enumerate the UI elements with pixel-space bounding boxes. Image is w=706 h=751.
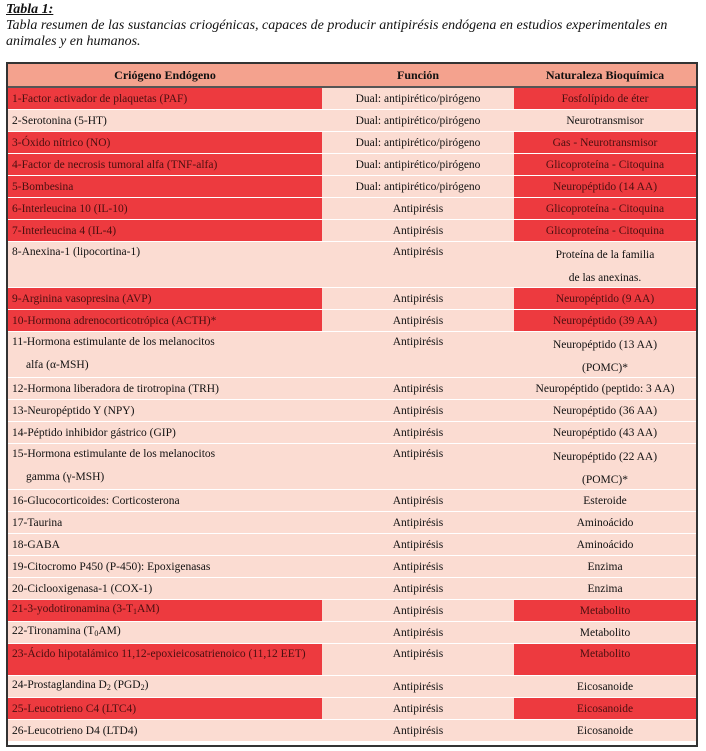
cell-criogeno — [8, 622, 322, 644]
cell-naturaleza — [514, 644, 696, 676]
cell-naturaleza — [514, 720, 696, 742]
cell-funcion: Antipirésis — [322, 720, 514, 742]
cell-criogeno — [8, 698, 322, 720]
cell-naturaleza — [514, 132, 696, 154]
cell-text: Aminoácido — [576, 516, 634, 529]
cell-funcion: Antipirésis — [322, 698, 514, 720]
table-row — [8, 490, 696, 512]
cell-text: 15-Hormona estimulante de los melanocitos — [12, 448, 216, 460]
cell-text: 6-Interleucina 10 (IL-10) — [12, 202, 128, 215]
cell-naturaleza — [514, 87, 696, 110]
cell-text: 26-Leucotrieno D4 (LTD4) — [12, 724, 138, 737]
subscript: 2 — [106, 683, 111, 692]
cell-text: Neuropéptido (22 AA) — [552, 450, 658, 463]
cell-naturaleza — [514, 698, 696, 720]
cell-criogeno — [8, 154, 322, 176]
cell-text: Metabolito — [579, 626, 631, 639]
cell-funcion: Antipirésis — [322, 220, 514, 242]
table-row — [8, 332, 696, 378]
cell-text: Proteína de la familia — [555, 248, 655, 261]
cell-funcion: Dual: antipirético/pirógeno — [322, 176, 514, 198]
cell-text: AM) — [137, 603, 160, 615]
table-row — [8, 644, 696, 676]
cell-text: AM) — [98, 625, 121, 637]
cell-funcion: Antipirésis — [322, 622, 514, 644]
cell-funcion: Antipirésis — [322, 332, 514, 378]
cell-text: 4-Factor de necrosis tumoral alfa (TNF-alfa) — [12, 158, 218, 171]
cell-text: Neuropéptido (9 AA) — [555, 292, 655, 305]
cell-funcion: Antipirésis — [322, 378, 514, 400]
cell-criogeno — [8, 110, 322, 132]
cell-text: 1-Factor activador de plaquetas (PAF) — [12, 92, 188, 105]
cell-text: Enzima — [587, 582, 623, 595]
cell-naturaleza — [514, 444, 696, 490]
cell-funcion: Antipirésis — [322, 578, 514, 600]
cell-text: Neuropéptido (13 AA) — [552, 338, 658, 351]
table-row — [8, 600, 696, 622]
cell-naturaleza — [514, 242, 696, 288]
table-row — [8, 676, 696, 698]
cell-funcion: Antipirésis — [322, 444, 514, 490]
cell-text: 21-3-yodotironamina (3-T — [12, 603, 134, 615]
cell-text: 20-Ciclooxigenasa-1 (COX-1) — [12, 582, 153, 595]
cell-criogeno — [8, 578, 322, 600]
cell-funcion: Antipirésis — [322, 288, 514, 310]
cell-text: 7-Interleucina 4 (IL-4) — [12, 224, 117, 237]
cell-criogeno — [8, 220, 322, 242]
cell-funcion: Antipirésis — [322, 512, 514, 534]
cell-text: 22-Tironamina (T — [12, 625, 95, 637]
cell-text: Enzima — [587, 560, 623, 573]
table-row — [8, 132, 696, 154]
cell-text: 8-Anexina-1 (lipocortina-1) — [12, 246, 141, 258]
cell-naturaleza — [514, 676, 696, 698]
cell-naturaleza — [514, 220, 696, 242]
cell-text: Glicoproteína - Citoquina — [545, 224, 665, 237]
cell-text-line2: gamma (γ-MSH) — [26, 471, 105, 483]
cell-criogeno — [8, 600, 322, 622]
cell-text: Fosfolípido de éter — [561, 92, 649, 105]
table-row — [8, 622, 696, 644]
cell-text: Glicoproteína - Citoquina — [545, 202, 665, 215]
cell-naturaleza — [514, 378, 696, 400]
table-row — [8, 87, 696, 110]
table-row — [8, 220, 696, 242]
cell-criogeno — [8, 87, 322, 110]
header-criogeno: Criógeno Endógeno — [8, 64, 322, 87]
cell-text-line2: (POMC)* — [581, 473, 628, 486]
cell-funcion: Antipirésis — [322, 676, 514, 698]
table-row — [8, 378, 696, 400]
cell-text: Neuropéptido (14 AA) — [552, 180, 658, 193]
cell-text: Esteroide — [583, 494, 627, 507]
cell-text: (PGD — [110, 679, 141, 691]
cell-funcion: Antipirésis — [322, 490, 514, 512]
table-row — [8, 198, 696, 220]
header-naturaleza: Naturaleza Bioquímica — [514, 64, 696, 87]
cell-text: ) — [144, 679, 149, 691]
cell-criogeno — [8, 720, 322, 742]
cell-text: 14-Péptido inhibidor gástrico (GIP) — [12, 426, 176, 439]
cell-funcion: Dual: antipirético/pirógeno — [322, 110, 514, 132]
table-row — [8, 176, 696, 198]
cell-criogeno — [8, 310, 322, 332]
cell-naturaleza — [514, 490, 696, 512]
cryogens-table — [6, 62, 698, 747]
cell-text: Metabolito — [579, 648, 631, 660]
cell-naturaleza — [514, 288, 696, 310]
cell-text: Neuropéptido (peptido: 3 AA) — [535, 382, 675, 395]
table-row — [8, 512, 696, 534]
cell-text: 16-Glucocorticoides: Corticosterona — [12, 494, 180, 507]
cell-criogeno — [8, 490, 322, 512]
cell-funcion: Antipirésis — [322, 600, 514, 622]
table-row — [8, 422, 696, 444]
table-row — [8, 578, 696, 600]
cell-naturaleza — [514, 310, 696, 332]
table-row — [8, 534, 696, 556]
cell-text: 24-Prostaglandina D — [12, 679, 107, 691]
cell-text: 25-Leucotrieno C4 (LTC4) — [12, 702, 137, 715]
cell-naturaleza — [514, 176, 696, 198]
table-row — [8, 720, 696, 742]
cell-naturaleza — [514, 556, 696, 578]
cell-criogeno — [8, 676, 322, 698]
cell-naturaleza — [514, 600, 696, 622]
cell-text: Glicoproteína - Citoquina — [545, 158, 665, 171]
caption-text: Tabla resumen de las sustancias criogénicas, capaces de producir antipirésis endógena en estudios experimentales en animales y en humanos. — [6, 18, 668, 49]
cell-naturaleza — [514, 198, 696, 220]
table-row — [8, 400, 696, 422]
cell-funcion: Antipirésis — [322, 422, 514, 444]
cell-criogeno — [8, 332, 322, 378]
cell-text: Eicosanoide — [576, 724, 634, 737]
cell-text: 10-Hormona adrenocorticotrópica (ACTH)* — [12, 314, 217, 327]
cell-criogeno — [8, 422, 322, 444]
table-row — [8, 444, 696, 490]
table-header-row — [8, 64, 696, 87]
table-row — [8, 310, 696, 332]
cell-naturaleza — [514, 110, 696, 132]
cell-criogeno — [8, 512, 322, 534]
cell-text: 2-Serotonina (5-HT) — [12, 114, 107, 127]
cell-text: 9-Arginina vasopresina (AVP) — [12, 292, 152, 305]
cell-funcion: Dual: antipirético/pirógeno — [322, 154, 514, 176]
cell-naturaleza — [514, 534, 696, 556]
cell-text: 12-Hormona liberadora de tirotropina (TRH) — [12, 382, 219, 395]
cell-text: 17-Taurina — [12, 516, 63, 529]
cell-naturaleza — [514, 622, 696, 644]
cell-criogeno — [8, 198, 322, 220]
cell-text: Neuropéptido (39 AA) — [552, 314, 658, 327]
cell-funcion: Antipirésis — [322, 556, 514, 578]
table-row — [8, 154, 696, 176]
table-row — [8, 110, 696, 132]
table-row — [8, 698, 696, 720]
cell-criogeno — [8, 132, 322, 154]
cell-text: Eicosanoide — [576, 702, 634, 715]
cell-criogeno — [8, 534, 322, 556]
cell-criogeno — [8, 644, 322, 676]
table-row — [8, 242, 696, 288]
cell-naturaleza — [514, 422, 696, 444]
cell-text-line2: alfa (α-MSH) — [26, 359, 89, 371]
cell-text: Neuropéptido (36 AA) — [552, 404, 658, 417]
cell-naturaleza — [514, 332, 696, 378]
cell-funcion: Antipirésis — [322, 242, 514, 288]
cell-criogeno — [8, 444, 322, 490]
cell-naturaleza — [514, 512, 696, 534]
header-funcion: Función — [322, 64, 514, 87]
subscript: 0 — [94, 629, 99, 638]
cell-text: 3-Óxido nítrico (NO) — [12, 136, 111, 149]
cell-text: Aminoácido — [576, 538, 634, 551]
cell-text: 5-Bombesina — [12, 180, 74, 193]
cell-text: Neurotransmisor — [566, 114, 644, 127]
cell-text: 13-Neuropéptido Y (NPY) — [12, 404, 135, 417]
cell-text: Neuropéptido (43 AA) — [552, 426, 658, 439]
table-body — [8, 87, 696, 742]
cell-criogeno — [8, 242, 322, 288]
cell-funcion: Antipirésis — [322, 310, 514, 332]
cell-naturaleza — [514, 400, 696, 422]
cell-criogeno — [8, 288, 322, 310]
subscript: 1 — [133, 607, 138, 616]
cell-funcion: Antipirésis — [322, 198, 514, 220]
cell-funcion: Dual: antipirético/pirógeno — [322, 87, 514, 110]
cell-funcion: Antipirésis — [322, 644, 514, 676]
table-caption — [6, 2, 700, 50]
table-row — [8, 288, 696, 310]
cell-text: 11-Hormona estimulante de los melanocitos — [12, 336, 215, 348]
cell-naturaleza — [514, 154, 696, 176]
cell-text: 18-GABA — [12, 538, 60, 551]
cell-text: 19-Citocromo P450 (P-450): Epoxigenasas — [12, 560, 211, 573]
cell-criogeno — [8, 400, 322, 422]
cell-criogeno — [8, 378, 322, 400]
cell-criogeno — [8, 176, 322, 198]
subscript: 2 — [140, 683, 145, 692]
cell-text: Gas - Neurotransmisor — [552, 136, 658, 149]
cell-text: 23-Ácido hipotalámico 11,12-epoxieicosatrienoico (11,12 EET) — [12, 648, 306, 660]
cell-text: Eicosanoide — [576, 680, 634, 693]
cell-naturaleza — [514, 578, 696, 600]
caption-label: Tabla 1: — [6, 2, 54, 17]
cell-criogeno — [8, 556, 322, 578]
cell-text: Metabolito — [579, 604, 631, 617]
cell-funcion: Antipirésis — [322, 534, 514, 556]
cell-funcion: Dual: antipirético/pirógeno — [322, 132, 514, 154]
cell-funcion: Antipirésis — [322, 400, 514, 422]
cell-text-line2: de las anexinas. — [568, 271, 642, 284]
table-row — [8, 556, 696, 578]
cell-text-line2: (POMC)* — [581, 361, 628, 374]
